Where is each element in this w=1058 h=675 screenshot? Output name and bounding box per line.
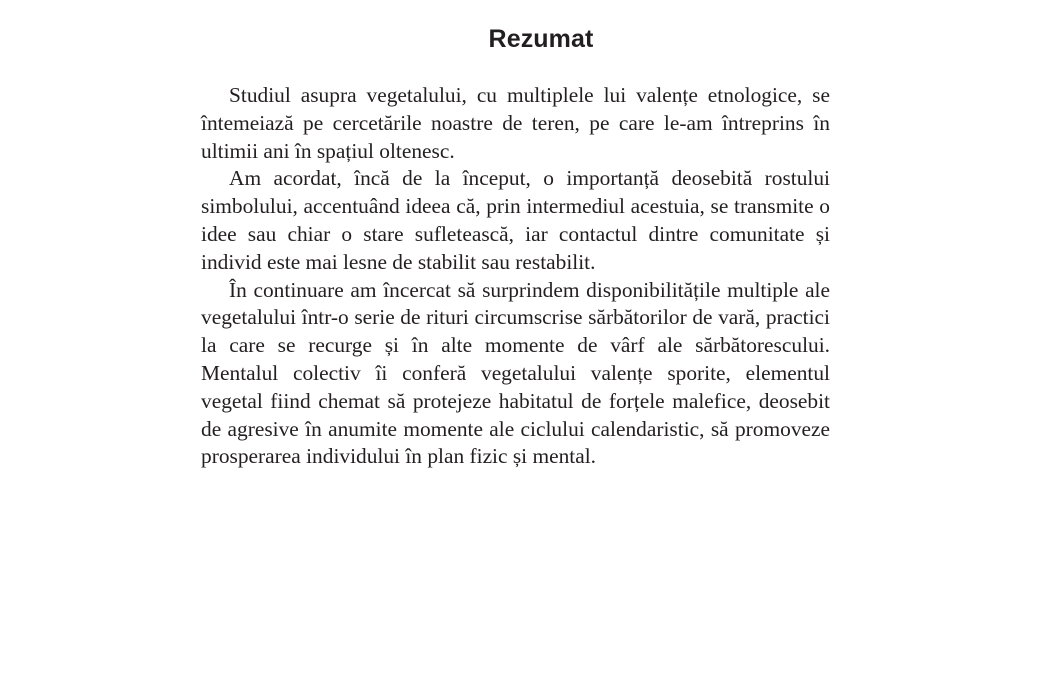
summary-body xyxy=(201,82,830,471)
paragraph-2: Am acordat, încă de la început, o importanță deosebită rostului simbolului, accentuând ideea că, prin intermediul acestuia, se transmite o idee sau chiar o stare sufletească, iar contactul dintre comunitate și individ este mai lesne de stabilit sau restabilit. xyxy=(201,166,830,274)
paragraph-3: În continuare am încercat să surprindem disponibilitățile multiple ale vegetalului într-o serie de rituri circumscrise sărbătorilor de vară, practici la care se recurge și în alte momente de vârf ale sărbătorescului. Mentalul colectiv îi conferă vegetalului valențe sporite, elementul vegetal fiind chemat să protejeze habitatul de forțele malefice, deosebit de agresive în anumite momente ale ciclului calendaristic, să promoveze prosperarea individului în plan fizic și mental. xyxy=(201,277,830,469)
paragraph-1: Studiul asupra vegetalului, cu multiplele lui valențe etnologice, se întemeiază pe cercetările noastre de teren, pe care le-am întreprins în ultimii ani în spațiul oltenesc. xyxy=(201,83,830,163)
page-title: Rezumat xyxy=(488,25,594,53)
